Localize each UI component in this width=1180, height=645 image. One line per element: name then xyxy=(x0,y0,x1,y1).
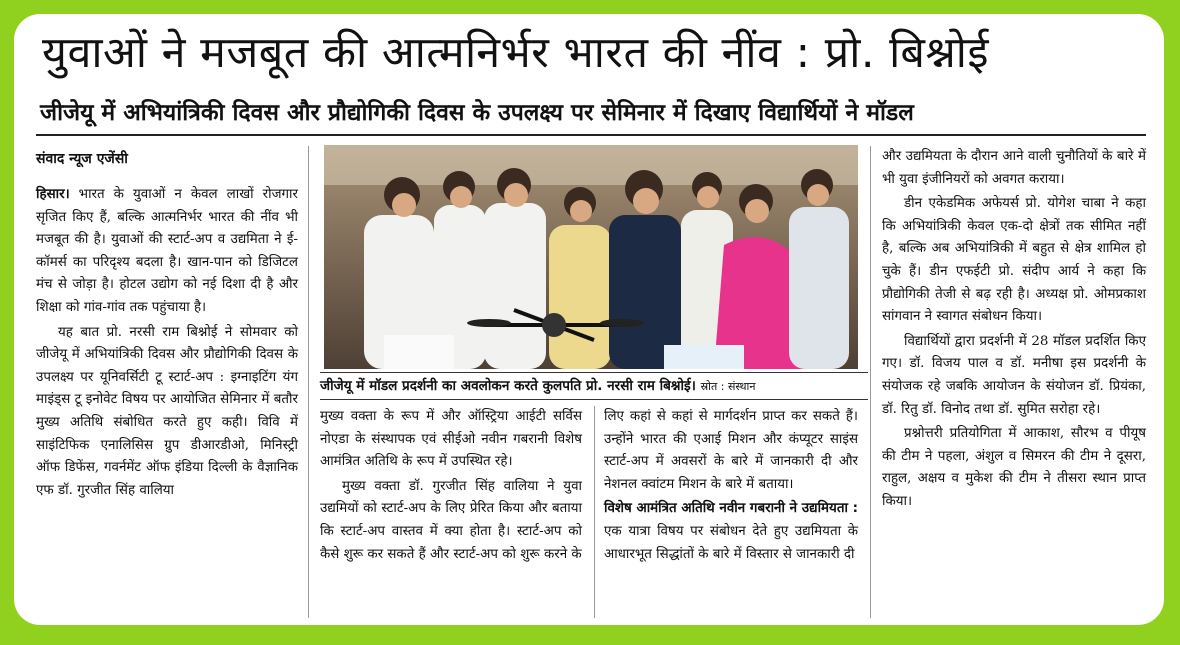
column-divider xyxy=(870,146,871,618)
paragraph xyxy=(604,498,858,566)
section-heading: विशेष आमंत्रित अतिथि नवीन गबरानी ने उद्यमियता : xyxy=(604,501,858,517)
paragraph: यह बात प्रो. नरसी राम बिश्नोई ने सोमवार को जीजेयू में अभियांत्रिकी दिवस और प्रौद्योगिकी दिवस के उपलक्ष्य पर यूनिवर्सिटी टू स्टार्ट-अप : इग्नाइटिंग यंग माइंड्स टू इनोवेट विषय पर आयोजित सेमिनार में बतौर मुख्य अतिथि संबोधित करते हुए कही। विवि में साइंटिफिक एनालिसिस ग्रुप डीआरडीओ, मिनिस्ट्री ऑफ डिफेंस, गवर्नमेंट ऑफ इंडिया दिल्ली के वैज्ञानिक एफ डॉ. गुरजीत सिंह वालिया xyxy=(36,324,298,498)
dateline: हिसार। xyxy=(36,187,70,202)
photo-source: स्रोत : संस्थान xyxy=(700,380,756,393)
paragraph: विद्यार्थियों द्वारा प्रदर्शनी में 28 मॉडल प्रदर्शित किए गए। डॉ. विजय पाल व डॉ. मनीषा इस प्रदर्शनी के संयोजक रहे जबकि आयोजन के संयोजन डॉ. प्रियंका, डॉ. रितु डॉ. विनोद तथा डॉ. सुमित सरोहा रहे। xyxy=(882,333,1146,417)
paragraph: मुख्य वक्ता डॉ. गुरजीत सिंह वालिया ने युवा उद्यमियों को स्टार्ट-अप के लिए प्रेरित किया और बताया कि स्टार्ट-अप वास्तव में क्या होता है। स्टार्ट-अप को कैसे शुरू कर सकते हैं और स्टार्ट-अप को शुरू करने के xyxy=(320,478,582,562)
photo-caption xyxy=(320,372,868,400)
article-column-2 xyxy=(320,406,582,566)
news-clipping xyxy=(14,14,1164,625)
paragraph-text: एक यात्रा विषय पर संबोधन देते हुए उद्यमियता के आधारभूत सिद्धांतों के बारे में विस्तार से जानकारी दी xyxy=(604,523,858,562)
article-column-4 xyxy=(882,146,1146,514)
byline: संवाद न्यूज एजेंसी xyxy=(36,151,128,167)
subheadline: जीजेयू में अभियांत्रिकी दिवस और प्रौद्योगिकी दिवस के उपलक्ष्य पर सेमिनार में दिखाए विद्यार्थियों ने मॉडल xyxy=(40,100,914,126)
paragraph: मुख्य वक्ता के रूप में और ऑस्ट्रिया आईटी सर्विस नोएडा के संस्थापक एवं सीईओ नवीन गबरानी विशेष आमंत्रित अतिथि के रूप में उपस्थित रहे। xyxy=(320,409,582,470)
paragraph: डीन एकेडमिक अफेयर्स प्रो. योगेश चाबा ने कहा कि अभियांत्रिकी केवल एक-दो क्षेत्रों तक सीमित नहीं है, बल्कि अब अभियांत्रिकी में बहुत से क्षेत्र शामिल हो चुके हैं। डीन एफईटी प्रो. संदीप आर्य ने कहा कि प्रौद्योगिकी तेजी से बढ़ रही है। अध्यक्ष प्रो. ओमप्रकाश सांगवान ने स्वागत संबोधन किया। xyxy=(882,196,1146,325)
divider xyxy=(36,134,1146,136)
paragraph: और उद्यमियता के दौरान आने वाली चुनौतियों के बारे में भी युवा इंजीनियरों को अवगत कराया। xyxy=(882,149,1146,187)
photo-illustration xyxy=(324,145,858,369)
paragraph: प्रश्नोत्तरी प्रतियोगिता में आकाश, सौरभ व पीयूष की टीम ने पहला, अंशुल व सिमरन की टीम ने दूसरा, राहुल, अक्षय व मुकेश की टीम ने तीसरा स्थान प्राप्त किया। xyxy=(882,426,1146,509)
article-column-3 xyxy=(604,406,858,566)
headline: युवाओं ने मजबूत की आत्मनिर्भर भारत की नींव : प्रो. बिश्नोई xyxy=(42,28,990,78)
article-column-1 xyxy=(36,184,298,502)
column-divider xyxy=(308,146,309,618)
paragraph xyxy=(36,184,298,320)
column-divider xyxy=(594,406,595,618)
paragraph: लिए कहां से कहां से मार्गदर्शन प्राप्त कर सकते हैं। उन्होंने भारत की एआई मिशन और कंप्यूटर साइंस स्टार्ट-अप में अवसरों के बारे में जानकारी दी और नेशनल क्वांटम मिशन के बारे में बताया। xyxy=(604,409,858,492)
caption-text: जीजेयू में मॉडल प्रदर्शनी का अवलोकन करते कुलपति प्रो. नरसी राम बिश्नोई। xyxy=(320,378,696,394)
news-photo xyxy=(324,145,858,369)
paragraph-text: भारत के युवाओं न केवल लाखों रोजगार सृजित किए हैं, बल्कि आत्मनिर्भर भारत की नींव भी मजबूत की है। युवाओं की स्टार्ट-अप व उद्यमिता ने ई-कॉमर्स का परिदृश्य बदला है। खान-पान को डिजिटल मंच से जोड़ा है। होटल उद्योग को नई दिशा दी है और शिक्षा को गांव-गांव तक पहुंचाया है। xyxy=(36,187,298,315)
